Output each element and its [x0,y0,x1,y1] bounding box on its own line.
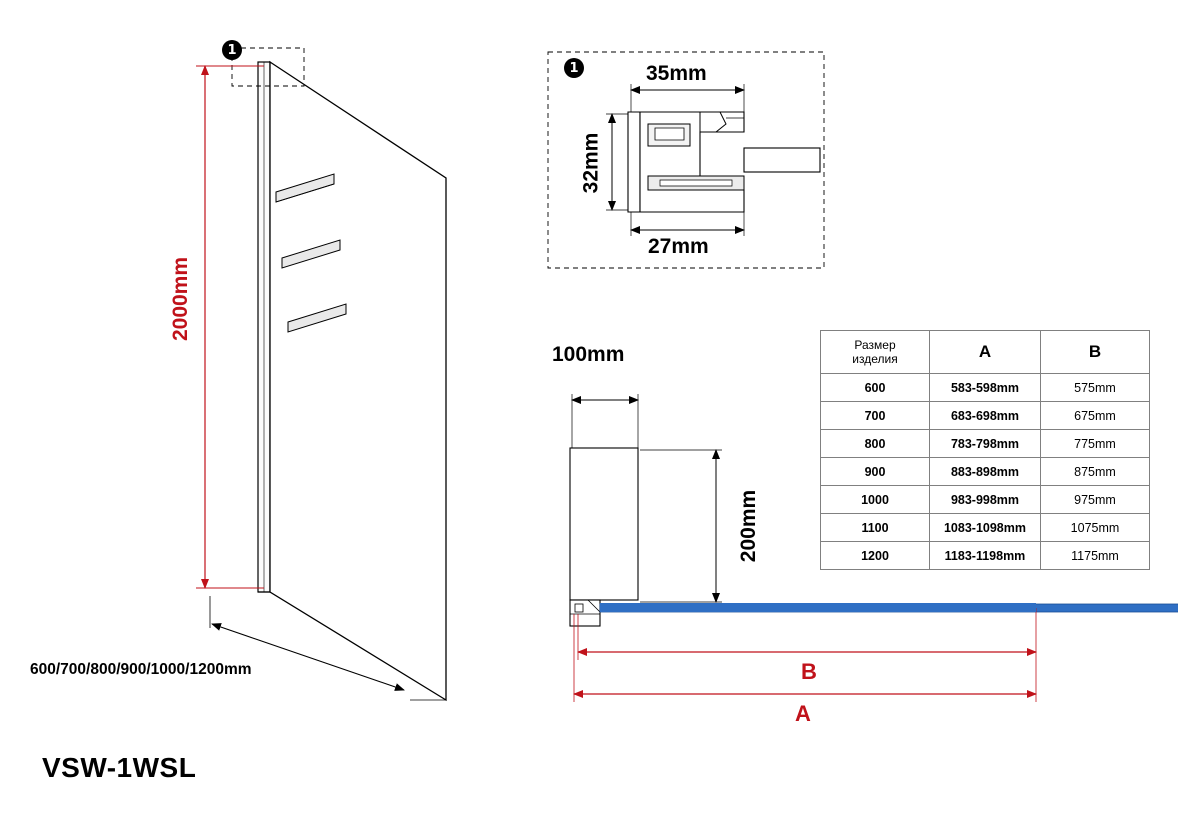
cell-size: 1100 [821,514,930,542]
top-depth-100mm-label: 100mm [552,343,625,366]
cell-b: 1175mm [1041,542,1150,570]
table-header-size-line2: изделия [852,352,898,366]
table-row [821,486,1150,514]
front-height-label: 2000mm [169,256,193,342]
size-table [820,330,1150,570]
cell-a: 1183-1198mm [930,542,1041,570]
model-code-label: VSW-1WSL [42,752,197,783]
table-header-size-line1: Размер [854,338,896,352]
cell-b: 575mm [1041,374,1150,402]
table-row [821,514,1150,542]
table-row [821,458,1150,486]
front-view-group [196,48,446,700]
cell-a: 783-798mm [930,430,1041,458]
table-row [821,374,1150,402]
callout-badge-1-front: 1 [222,40,242,60]
cell-size: 1000 [821,486,930,514]
cell-b: 675mm [1041,402,1150,430]
detail-width-35mm-label: 35mm [646,62,707,85]
cell-a: 883-898mm [930,458,1041,486]
cell-b: 975mm [1041,486,1150,514]
cell-size: 700 [821,402,930,430]
cell-size: 900 [821,458,930,486]
cell-b: 775mm [1041,430,1150,458]
cell-size: 800 [821,430,930,458]
cell-b: 1075mm [1041,514,1150,542]
dimension-a-label: A [795,701,811,726]
cell-a: 683-698mm [930,402,1041,430]
front-width-options-label: 600/700/800/900/1000/1200mm [30,661,252,678]
detail-width-27mm-label: 27mm [648,235,709,258]
table-row [821,402,1150,430]
cell-size: 600 [821,374,930,402]
table-header-size [821,331,930,374]
cell-b: 875mm [1041,458,1150,486]
table-header-a: A [930,331,1041,374]
detail-height-32mm-label: 32mm [579,132,603,194]
table-row [821,430,1150,458]
glass-panel-top-view [600,603,1036,612]
callout-badge-1-detail: 1 [564,58,584,78]
cell-a: 583-598mm [930,374,1041,402]
cell-size: 1200 [821,542,930,570]
dimension-b-label: B [801,659,817,684]
top-offset-200mm-label: 200mm [737,489,761,563]
table-header-b: B [1041,331,1150,374]
table-row [821,542,1150,570]
table-header-row [821,331,1150,374]
cell-a: 983-998mm [930,486,1041,514]
cell-a: 1083-1098mm [930,514,1041,542]
table-body [821,374,1150,570]
